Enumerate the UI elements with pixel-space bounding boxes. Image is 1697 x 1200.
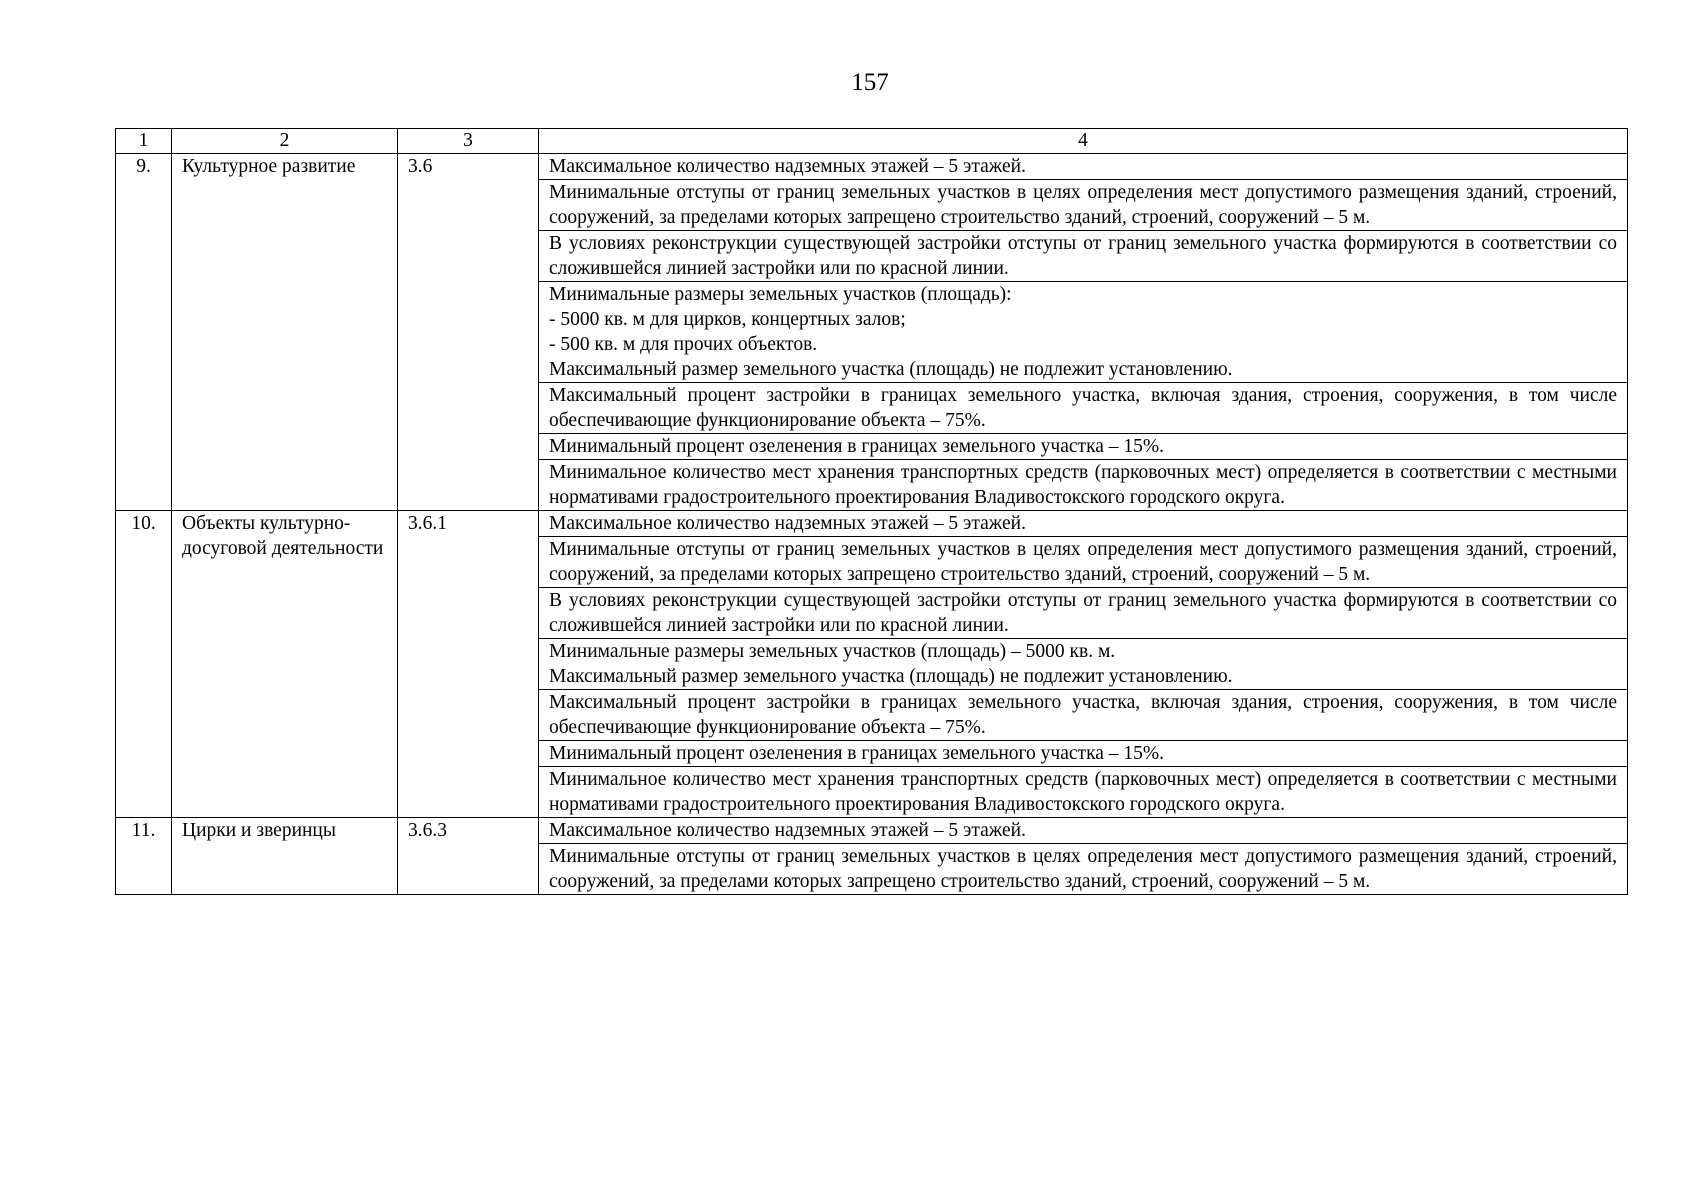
parameter-cell: [539, 180, 1628, 231]
parameter-cell: [539, 844, 1628, 895]
regulations-table: [115, 128, 1628, 895]
parameter-text: Максимальный процент застройки в границах земельного участка, включая здания, строения, сооружения, в том числе обеспечивающие функционирование объекта – 75%.: [549, 692, 1617, 738]
parameter-cell: [539, 741, 1628, 767]
parameter-cell: [539, 231, 1628, 282]
row-number: 11.: [116, 818, 172, 895]
parameter-cell: [539, 154, 1628, 180]
use-type-name: Объекты культурно-досуговой деятельности: [172, 511, 398, 818]
parameter-cell: [539, 690, 1628, 741]
parameter-text: Максимальное количество надземных этажей – 5 этажей.: [549, 513, 1026, 534]
row-number: 10.: [116, 511, 172, 818]
parameter-text: Максимальный размер земельного участка (площадь) не подлежит установлению.: [549, 359, 1233, 380]
header-cell-3: 3: [398, 129, 539, 154]
parameter-text: В условиях реконструкции существующей застройки отступы от границ земельного участка формируются в соответствии со сложившейся линией застройки или по красной линии.: [549, 233, 1617, 279]
parameter-text: Минимальный процент озеленения в границах земельного участка – 15%.: [549, 436, 1165, 457]
parameter-text: Максимальное количество надземных этажей – 5 этажей.: [549, 820, 1026, 841]
header-cell-2: 2: [172, 129, 398, 154]
use-type-code: 3.6.1: [398, 511, 539, 818]
parameter-text: Минимальные отступы от границ земельных участков в целях определения мест допустимого размещения зданий, строений, сооружений, за пределами которых запрещено строительство зданий, строений, сооружений – 5 м.: [549, 846, 1617, 892]
parameter-text: Минимальные отступы от границ земельных участков в целях определения мест допустимого размещения зданий, строений, сооружений, за пределами которых запрещено строительство зданий, строений, сооружений – 5 м.: [549, 539, 1617, 585]
parameter-cell: [539, 588, 1628, 639]
parameter-cell: [539, 282, 1628, 383]
table-row: [116, 511, 1628, 537]
parameter-cell: [539, 639, 1628, 690]
use-type-name: Цирки и зверинцы: [172, 818, 398, 895]
use-type-code: 3.6.3: [398, 818, 539, 895]
parameter-text: Максимальный процент застройки в границах земельного участка, включая здания, строения, сооружения, в том числе обеспечивающие функционирование объекта – 75%.: [549, 385, 1617, 431]
header-cell-1: 1: [116, 129, 172, 154]
parameter-text: - 500 кв. м для прочих объектов.: [549, 334, 818, 355]
parameter-text: Минимальное количество мест хранения транспортных средств (парковочных мест) определяется в соответствии с местными нормативами градостроительного проектирования Владивостокского городского округа.: [549, 462, 1617, 508]
use-type-name: Культурное развитие: [172, 154, 398, 511]
table-header-row: [116, 129, 1628, 154]
table-row: [116, 818, 1628, 844]
parameter-text: Максимальный размер земельного участка (площадь) не подлежит установлению.: [549, 666, 1233, 687]
parameter-text: Минимальные отступы от границ земельных участков в целях определения мест допустимого размещения зданий, строений, сооружений, за пределами которых запрещено строительство зданий, строений, сооружений – 5 м.: [549, 182, 1617, 228]
parameter-cell: [539, 818, 1628, 844]
use-type-code: 3.6: [398, 154, 539, 511]
parameter-cell: [539, 511, 1628, 537]
parameter-text: В условиях реконструкции существующей застройки отступы от границ земельного участка формируются в соответствии со сложившейся линией застройки или по красной линии.: [549, 590, 1617, 636]
parameter-cell: [539, 537, 1628, 588]
parameter-text: Минимальный процент озеленения в границах земельного участка – 15%.: [549, 743, 1165, 764]
parameter-cell: [539, 383, 1628, 434]
page-number: 157: [851, 69, 889, 96]
row-number: 9.: [116, 154, 172, 511]
header-cell-4: 4: [539, 129, 1628, 154]
parameter-text: Минимальные размеры земельных участков (площадь) – 5000 кв. м.: [549, 641, 1116, 662]
parameter-cell: [539, 460, 1628, 511]
parameter-text: Минимальное количество мест хранения транспортных средств (парковочных мест) определяется в соответствии с местными нормативами градостроительного проектирования Владивостокского городского округа.: [549, 769, 1617, 815]
parameter-text: - 5000 кв. м для цирков, концертных залов;: [549, 309, 906, 330]
parameter-text: Минимальные размеры земельных участков (площадь):: [549, 284, 1012, 305]
table-row: [116, 154, 1628, 180]
parameter-cell: [539, 767, 1628, 818]
parameter-cell: [539, 434, 1628, 460]
parameter-text: Максимальное количество надземных этажей – 5 этажей.: [549, 156, 1026, 177]
